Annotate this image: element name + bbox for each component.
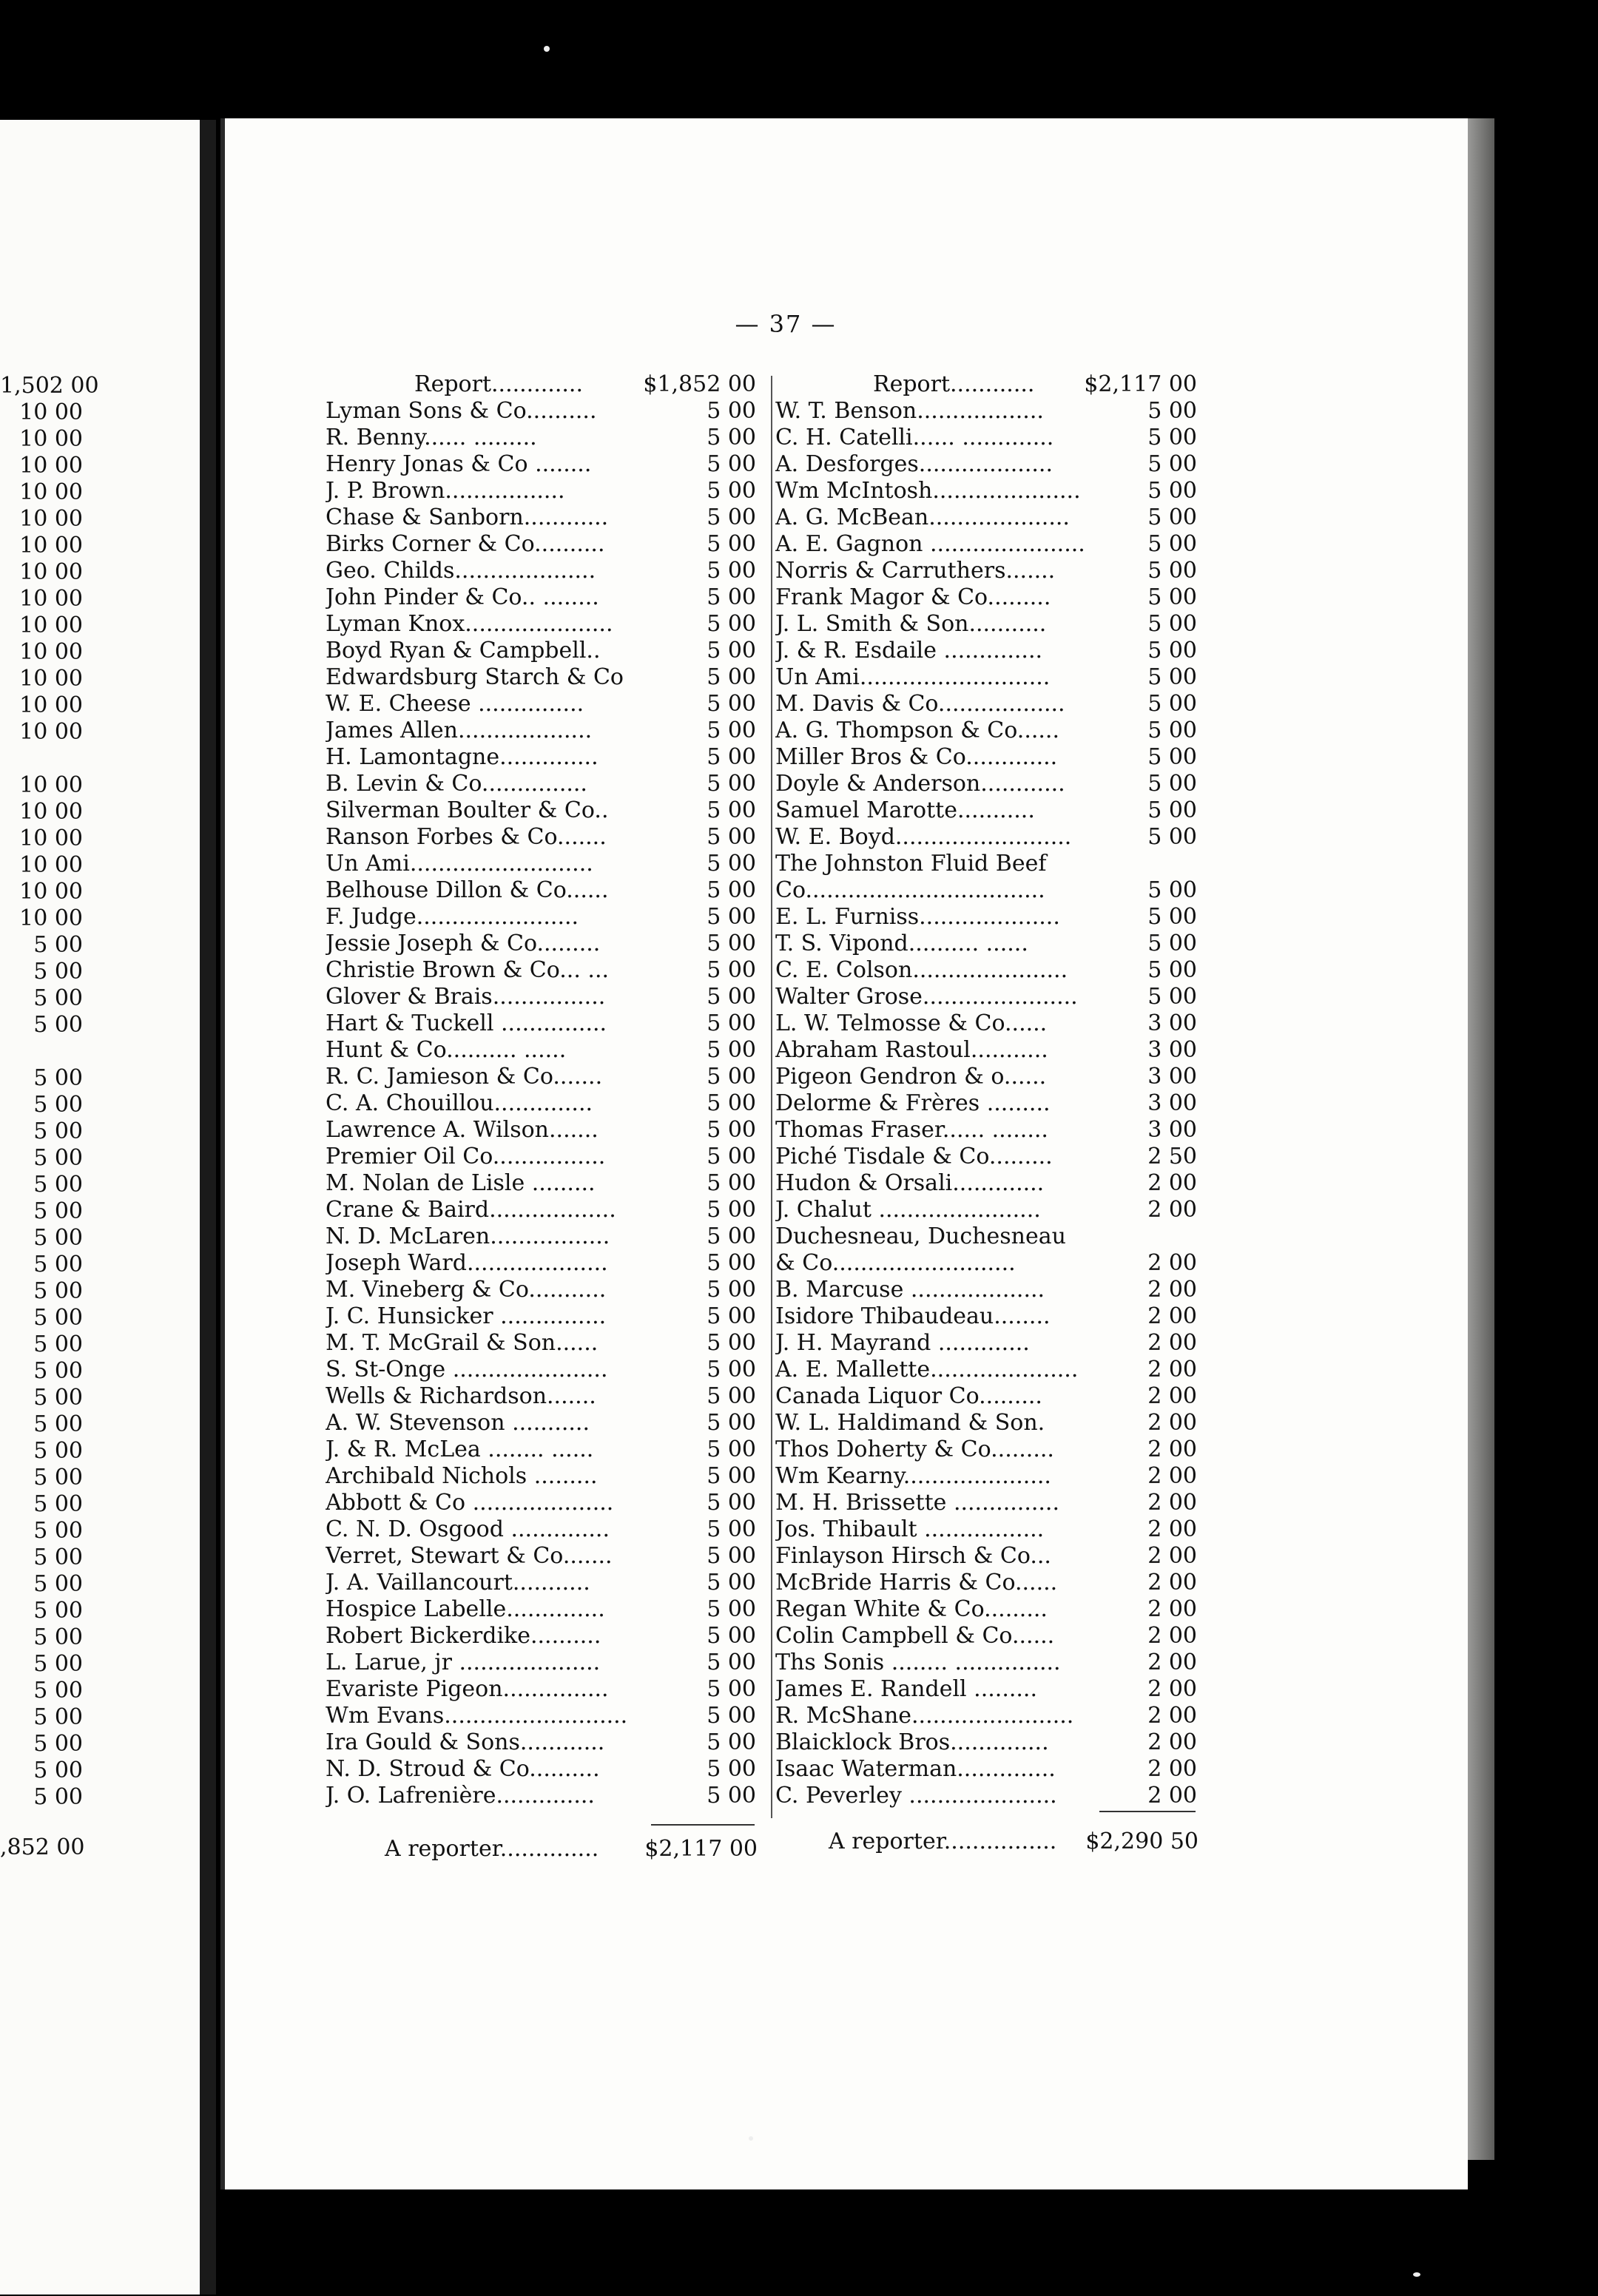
ledger-name: Co..................................: [775, 877, 1045, 903]
ledger-name: Edwardsburg Starch & Co: [326, 664, 624, 690]
ledger-amount: 5 00: [1147, 744, 1197, 770]
ledger-name: Archibald Nichols .........: [326, 1463, 598, 1489]
ledger-name: W. E. Cheese ...............: [326, 691, 584, 717]
left-fragment-amount: 5 00: [33, 1252, 83, 1277]
ledger-name: M. H. Brissette ...............: [775, 1490, 1059, 1516]
ledger-amount: 5 00: [707, 1117, 756, 1143]
ledger-name: Henry Jonas & Co ........: [326, 451, 592, 477]
ledger-name: Glover & Brais................: [326, 984, 606, 1010]
ledger-amount: 5 00: [1147, 584, 1197, 610]
column2-report-amount: $2,117 00: [1084, 371, 1197, 397]
ledger-amount: 5 00: [707, 877, 756, 903]
ledger-name: C. Peverley .....................: [775, 1783, 1057, 1809]
ledger-amount: 5 00: [1147, 824, 1197, 850]
ledger-name: Un Ami..........................: [326, 851, 593, 877]
ledger-name: C. H. Catelli...... .............: [775, 425, 1054, 450]
left-fragment-amount: 5 00: [33, 1172, 83, 1198]
ledger-name: M. Vineberg & Co...........: [326, 1277, 607, 1303]
ledger-amount: 5 00: [707, 504, 756, 530]
ledger-name: M. Nolan de Lisle .........: [326, 1170, 596, 1196]
ledger-name: Isaac Waterman..............: [775, 1756, 1056, 1782]
ledger-name: Regan White & Co.........: [775, 1596, 1048, 1622]
ledger-name: R. C. Jamieson & Co.......: [326, 1064, 603, 1090]
left-fragment-amount: 5 00: [33, 1544, 83, 1570]
ledger-amount: 2 00: [1147, 1756, 1197, 1782]
ledger-name: N. D. Stroud & Co..........: [326, 1756, 600, 1782]
ledger-amount: 5 00: [707, 1570, 756, 1596]
ledger-name: Delorme & Frères .........: [775, 1090, 1051, 1116]
ledger-amount: 5 00: [1147, 877, 1197, 903]
ledger-name: John Pinder & Co.. ........: [326, 584, 599, 610]
ledger-amount: 5 00: [707, 1596, 756, 1622]
ledger-name: Verret, Stewart & Co.......: [326, 1543, 613, 1569]
ledger-name: Hunt & Co.......... ......: [326, 1037, 567, 1063]
ledger-name: Robert Bickerdike..........: [326, 1623, 601, 1649]
ledger-amount: 5 00: [1147, 638, 1197, 664]
ledger-amount: 5 00: [1147, 771, 1197, 797]
ledger-name: James Allen...................: [326, 718, 593, 743]
ledger-amount: 5 00: [707, 558, 756, 584]
ledger-amount: 5 00: [707, 1436, 756, 1462]
ledger-amount: 5 00: [707, 984, 756, 1010]
ledger-amount: 2 00: [1147, 1490, 1197, 1516]
ledger-name: Piché Tisdale & Co.........: [775, 1144, 1053, 1169]
ledger-amount: 5 00: [707, 851, 756, 877]
ledger-amount: 2 00: [1147, 1330, 1197, 1356]
ledger-name: N. D. McLaren.................: [326, 1223, 610, 1249]
ledger-name: Lawrence A. Wilson.......: [326, 1117, 599, 1143]
ledger-name: Duchesneau, Duchesneau: [775, 1223, 1066, 1249]
ledger-amount: 5 00: [707, 931, 756, 956]
ledger-name: Jessie Joseph & Co.........: [326, 931, 601, 956]
ledger-amount: 5 00: [707, 425, 756, 450]
ledger-amount: 5 00: [707, 797, 756, 823]
ledger-name: E. L. Furniss....................: [775, 904, 1060, 930]
ledger-amount: 2 50: [1147, 1144, 1197, 1169]
ledger-amount: 2 00: [1147, 1543, 1197, 1569]
ledger-amount: 5 00: [707, 611, 756, 637]
ledger-amount: 5 00: [1147, 904, 1197, 930]
left-fragment-amount: 10 00: [19, 479, 83, 505]
ledger-name: M. T. McGrail & Son......: [326, 1330, 599, 1356]
left-fragment-amount: 10 00: [19, 799, 83, 825]
ledger-amount: 5 00: [707, 451, 756, 477]
ledger-amount: 5 00: [1147, 797, 1197, 823]
ledger-amount: 5 00: [707, 718, 756, 743]
ledger-amount: 5 00: [707, 957, 756, 983]
ledger-amount: 5 00: [707, 1410, 756, 1436]
ledger-name: J. L. Smith & Son...........: [775, 611, 1047, 637]
ledger-amount: 2 00: [1147, 1516, 1197, 1542]
book-gutter: [200, 120, 216, 2295]
left-fragment-amount: 5 00: [33, 1518, 83, 1544]
ledger-amount: 5 00: [707, 1543, 756, 1569]
ledger-amount: 2 00: [1147, 1250, 1197, 1276]
ledger-amount: 5 00: [707, 1703, 756, 1729]
ledger-name: Thomas Fraser...... ........: [775, 1117, 1048, 1143]
ledger-amount: 5 00: [707, 1330, 756, 1356]
ledger-name: Belhouse Dillon & Co......: [326, 877, 609, 903]
ledger-name: Colin Campbell & Co......: [775, 1623, 1055, 1649]
ledger-name: C. A. Chouillou..............: [326, 1090, 593, 1116]
ledger-amount: 2 00: [1147, 1357, 1197, 1382]
left-fragment-amount: 5 00: [33, 932, 83, 958]
ledger-name: R. Benny...... .........: [326, 425, 537, 450]
left-fragment-amount: 5 00: [33, 1465, 83, 1490]
ledger-amount: 2 00: [1147, 1650, 1197, 1675]
ledger-name: Silverman Boulter & Co..: [326, 797, 609, 823]
ledger-name: Hart & Tuckell ...............: [326, 1010, 607, 1036]
column1-report-amount: $1,852 00: [643, 371, 756, 397]
ledger-amount: 2 00: [1147, 1676, 1197, 1702]
ledger-name: Wells & Richardson.......: [326, 1383, 596, 1409]
total-rule-col2: [1099, 1811, 1196, 1812]
left-fragment-amount: 10 00: [19, 453, 83, 479]
ledger-name: Lyman Knox.....................: [326, 611, 613, 637]
left-fragment-amount: 5 00: [33, 1784, 83, 1810]
ledger-amount: 5 00: [1147, 931, 1197, 956]
left-fragment-amount: 5 00: [33, 1731, 83, 1757]
left-fragment-amount: 5 00: [33, 1305, 83, 1331]
left-fragment-amount: 5 00: [33, 1145, 83, 1171]
ledger-name: & Co..........................: [775, 1250, 1016, 1276]
left-fragment-amount: 10 00: [19, 506, 83, 532]
ledger-amount: 5 00: [1147, 531, 1197, 557]
ledger-name: Blaicklock Bros..............: [775, 1729, 1049, 1755]
left-fragment-amount: 10 00: [19, 666, 83, 692]
ledger-name: Frank Magor & Co.........: [775, 584, 1051, 610]
ledger-name: Crane & Baird..................: [326, 1197, 616, 1223]
ledger-amount: 5 00: [707, 1303, 756, 1329]
ledger-amount: 2 00: [1147, 1623, 1197, 1649]
ledger-name: Finlayson Hirsch & Co...: [775, 1543, 1051, 1569]
ledger-name: R. McShane.......................: [775, 1703, 1074, 1729]
ledger-name: Ths Sonis ........ ...............: [775, 1650, 1061, 1675]
ledger-amount: 5 00: [707, 1064, 756, 1090]
ledger-amount: 3 00: [1147, 1037, 1197, 1063]
ledger-amount: 5 00: [707, 1516, 756, 1542]
ledger-amount: 5 00: [707, 1277, 756, 1303]
ledger-amount: 5 00: [707, 478, 756, 504]
ledger-amount: 5 00: [707, 1090, 756, 1116]
ledger-name: Evariste Pigeon...............: [326, 1676, 609, 1702]
left-fragment-amount: 5 00: [33, 1438, 83, 1464]
col2-footer-label: A reporter................: [829, 1829, 1057, 1854]
left-fragment-amount: 1,502 00: [0, 373, 99, 399]
left-fragment-amount: 5 00: [33, 1331, 83, 1357]
ledger-amount: 2 00: [1147, 1277, 1197, 1303]
ledger-name: James E. Randell .........: [775, 1676, 1038, 1702]
ledger-name: J. Chalut .......................: [775, 1197, 1041, 1223]
ledger-name: Boyd Ryan & Campbell..: [326, 638, 601, 664]
left-fragment-amount: 5 00: [33, 1598, 83, 1624]
ledger-amount: 5 00: [707, 1463, 756, 1489]
left-fragment-amount: 5 00: [33, 959, 83, 985]
left-fragment-amount: 5 00: [33, 1571, 83, 1597]
ledger-amount: 5 00: [707, 904, 756, 930]
ledger-amount: 2 00: [1147, 1729, 1197, 1755]
left-fragment-amount: 5 00: [33, 1198, 83, 1224]
ledger-amount: 5 00: [1147, 984, 1197, 1010]
ledger-amount: 3 00: [1147, 1090, 1197, 1116]
ledger-amount: 5 00: [707, 744, 756, 770]
ledger-name: Samuel Marotte...........: [775, 797, 1035, 823]
ledger-name: Norris & Carruthers.......: [775, 558, 1056, 584]
ledger-amount: 5 00: [707, 1650, 756, 1675]
ledger-amount: 5 00: [1147, 691, 1197, 717]
ledger-name: Joseph Ward....................: [326, 1250, 608, 1276]
ledger-amount: 5 00: [1147, 957, 1197, 983]
ledger-name: A. W. Stevenson ...........: [326, 1410, 590, 1436]
ledger-name: Geo. Childs....................: [326, 558, 596, 584]
ledger-amount: 5 00: [707, 1144, 756, 1169]
ledger-amount: 5 00: [1147, 664, 1197, 690]
left-fragment-amount: 5 00: [33, 1624, 83, 1650]
col1-footer-label: A reporter..............: [385, 1836, 599, 1862]
ledger-name: A. E. Mallette.....................: [775, 1357, 1079, 1382]
ledger-amount: 5 00: [707, 1197, 756, 1223]
ledger-name: J. C. Hunsicker ...............: [326, 1303, 607, 1329]
ledger-name: A. G. Thompson & Co......: [775, 718, 1060, 743]
ledger-amount: 5 00: [1147, 504, 1197, 530]
left-fragment-amount: 5 00: [33, 1358, 83, 1384]
ledger-name: Walter Grose......................: [775, 984, 1078, 1010]
ledger-name: Hudon & Orsali.............: [775, 1170, 1045, 1196]
ledger-amount: 5 00: [707, 1170, 756, 1196]
ledger-amount: 5 00: [707, 398, 756, 424]
ledger-amount: 5 00: [707, 1037, 756, 1063]
left-fragment-amount: 5 00: [33, 1065, 83, 1091]
ledger-amount: 5 00: [707, 1676, 756, 1702]
ledger-amount: 2 00: [1147, 1197, 1197, 1223]
left-fragment-amount: 5 00: [33, 985, 83, 1011]
ledger-name: Christie Brown & Co... ...: [326, 957, 610, 983]
left-fragment-amount: 10 00: [19, 825, 83, 851]
left-fragment-amount: 10 00: [19, 905, 83, 931]
left-fragment-amount: 5 00: [33, 1118, 83, 1144]
ledger-name: Lyman Sons & Co..........: [326, 398, 597, 424]
left-fragment-amount: 5 00: [33, 1092, 83, 1118]
ledger-name: Wm Evans..........................: [326, 1703, 628, 1729]
ledger-name: Abbott & Co ....................: [326, 1490, 614, 1516]
left-fragment-amount: 5 00: [33, 1278, 83, 1304]
ledger-name: Ranson Forbes & Co.......: [326, 824, 607, 850]
ledger-name: A. Desforges...................: [775, 451, 1053, 477]
ledger-name: H. Lamontagne..............: [326, 744, 599, 770]
left-fragment-amount: 5 00: [33, 1385, 83, 1411]
ledger-amount: 2 00: [1147, 1783, 1197, 1809]
ledger-amount: 2 00: [1147, 1170, 1197, 1196]
ledger-name: Jos. Thibault .................: [775, 1516, 1045, 1542]
ledger-amount: 3 00: [1147, 1010, 1197, 1036]
ledger-name: J. O. Lafrenière..............: [326, 1783, 595, 1809]
ledger-amount: 3 00: [1147, 1117, 1197, 1143]
ledger-name: Pigeon Gendron & o......: [775, 1064, 1047, 1090]
column2-report-label: Report............: [873, 371, 1035, 397]
ledger-amount: 3 00: [1147, 1064, 1197, 1090]
ledger-name: J. A. Vaillancourt...........: [326, 1570, 590, 1596]
ledger-amount: 5 00: [1147, 611, 1197, 637]
col1-footer-amount: $2,117 00: [644, 1836, 758, 1862]
ledger-name: J. P. Brown.................: [326, 478, 565, 504]
ledger-amount: 5 00: [1147, 558, 1197, 584]
ledger-name: M. Davis & Co..................: [775, 691, 1065, 717]
dust-speck: [749, 2136, 753, 2141]
ledger-amount: 5 00: [707, 1783, 756, 1809]
ledger-amount: 5 00: [707, 1756, 756, 1782]
ledger-name: S. St-Onge ......................: [326, 1357, 608, 1382]
page-number: — 37 —: [735, 310, 837, 338]
ledger-name: C. E. Colson......................: [775, 957, 1068, 983]
ledger-name: Isidore Thibaudeau........: [775, 1303, 1051, 1329]
ledger-name: L. W. Telmosse & Co......: [775, 1010, 1048, 1036]
left-fragment-amount: 5 00: [33, 1012, 83, 1038]
ledger-amount: 5 00: [707, 771, 756, 797]
ledger-amount: 2 00: [1147, 1703, 1197, 1729]
ledger-amount: 5 00: [1147, 425, 1197, 450]
left-fragment-amount: 10 00: [19, 586, 83, 612]
total-rule-col1: [651, 1824, 755, 1826]
ledger-name: C. N. D. Osgood ..............: [326, 1516, 610, 1542]
ledger-amount: 2 00: [1147, 1463, 1197, 1489]
ledger-amount: 2 00: [1147, 1570, 1197, 1596]
ledger-amount: 2 00: [1147, 1303, 1197, 1329]
col2-footer-amount: $2,290 50: [1085, 1829, 1198, 1854]
ledger-amount: 5 00: [1147, 451, 1197, 477]
ledger-amount: 5 00: [707, 1250, 756, 1276]
ledger-name: L. Larue, jr ....................: [326, 1650, 601, 1675]
ledger-name: J. & R. McLea ........ ......: [326, 1436, 594, 1462]
ledger-name: Wm Kearny.....................: [775, 1463, 1051, 1489]
left-fragment-amount: 10 00: [19, 879, 83, 905]
ledger-name: Chase & Sanborn............: [326, 504, 609, 530]
left-fragment-amount: 5 00: [33, 1411, 83, 1437]
ledger-name: Ira Gould & Sons............: [326, 1729, 605, 1755]
ledger-name: A. G. McBean....................: [775, 504, 1070, 530]
ledger-amount: 5 00: [707, 824, 756, 850]
ledger-name: J. & R. Esdaile ..............: [775, 638, 1043, 664]
ledger-amount: 5 00: [1147, 718, 1197, 743]
ledger-amount: 5 00: [707, 1623, 756, 1649]
ledger-name: W. L. Haldimand & Son.: [775, 1410, 1045, 1436]
ledger-name: McBride Harris & Co......: [775, 1570, 1058, 1596]
left-fragment-amount: 10 00: [19, 559, 83, 585]
ledger-name: Miller Bros & Co.............: [775, 744, 1058, 770]
ledger-amount: 5 00: [707, 1383, 756, 1409]
ledger-amount: 5 00: [707, 1729, 756, 1755]
ledger-name: Abraham Rastoul...........: [775, 1037, 1048, 1063]
ledger-name: The Johnston Fluid Beef: [775, 851, 1047, 877]
ledger-amount: 5 00: [707, 1357, 756, 1382]
ledger-name: W. T. Benson..................: [775, 398, 1044, 424]
left-fragment-amount: 10 00: [19, 426, 83, 452]
left-fragment-amount: 10 00: [19, 852, 83, 878]
ledger-amount: 5 00: [707, 531, 756, 557]
ledger-name: W. E. Boyd.........................: [775, 824, 1072, 850]
left-fragment-amount: 5 00: [33, 1678, 83, 1704]
ledger-name: Premier Oil Co................: [326, 1144, 606, 1169]
left-fragment-amount: 5 00: [33, 1225, 83, 1251]
dust-speck: [544, 46, 550, 52]
left-fragment-amount: 10 00: [19, 719, 83, 745]
ledger-name: Thos Doherty & Co.........: [775, 1436, 1054, 1462]
left-fragment-amount: 10 00: [19, 399, 83, 425]
ledger-amount: 5 00: [707, 1490, 756, 1516]
ledger-amount: 5 00: [707, 664, 756, 690]
left-fragment-amount: 5 00: [33, 1651, 83, 1677]
ledger-amount: 5 00: [707, 1010, 756, 1036]
left-fragment-amount: 5 00: [33, 1758, 83, 1783]
left-fragment-amount: 5 00: [33, 1704, 83, 1730]
ledger-amount: 2 00: [1147, 1383, 1197, 1409]
left-fragment-amount: 10 00: [19, 639, 83, 665]
column1-report-label: Report.............: [414, 371, 583, 397]
left-fragment-amount: 5 00: [33, 1491, 83, 1517]
left-fragment-amount: 10 00: [19, 533, 83, 558]
ledger-amount: 2 00: [1147, 1596, 1197, 1622]
left-fragment-amount: 10 00: [19, 772, 83, 798]
ledger-amount: 5 00: [1147, 398, 1197, 424]
ledger-amount: 2 00: [1147, 1436, 1197, 1462]
left-fragment-amount: 10 00: [19, 692, 83, 718]
ledger-name: Canada Liquor Co.........: [775, 1383, 1042, 1409]
ledger-name: F. Judge.......................: [326, 904, 579, 930]
ledger-amount: 5 00: [707, 691, 756, 717]
ledger-amount: 5 00: [707, 584, 756, 610]
column-divider: [771, 376, 772, 1818]
ledger-name: A. E. Gagnon ......................: [775, 531, 1085, 557]
ledger-name: Hospice Labelle..............: [326, 1596, 605, 1622]
ledger-amount: 5 00: [707, 1223, 756, 1249]
ledger-name: T. S. Vipond.......... ......: [775, 931, 1028, 956]
ledger-amount: 2 00: [1147, 1410, 1197, 1436]
left-fragment-amount: 10 00: [19, 612, 83, 638]
ledger-amount: 5 00: [707, 638, 756, 664]
ledger-name: Birks Corner & Co..........: [326, 531, 605, 557]
ledger-name: B. Marcuse ...................: [775, 1277, 1045, 1303]
ledger-name: B. Levin & Co...............: [326, 771, 587, 797]
ledger-amount: 5 00: [1147, 478, 1197, 504]
ledger-name: Wm McIntosh.....................: [775, 478, 1081, 504]
ledger-name: Un Ami...........................: [775, 664, 1051, 690]
ledger-name: Doyle & Anderson............: [775, 771, 1065, 797]
ledger-name: J. H. Mayrand .............: [775, 1330, 1030, 1356]
dust-speck: [1413, 2272, 1420, 2277]
left-fragment-total: ,852 00: [0, 1834, 85, 1860]
